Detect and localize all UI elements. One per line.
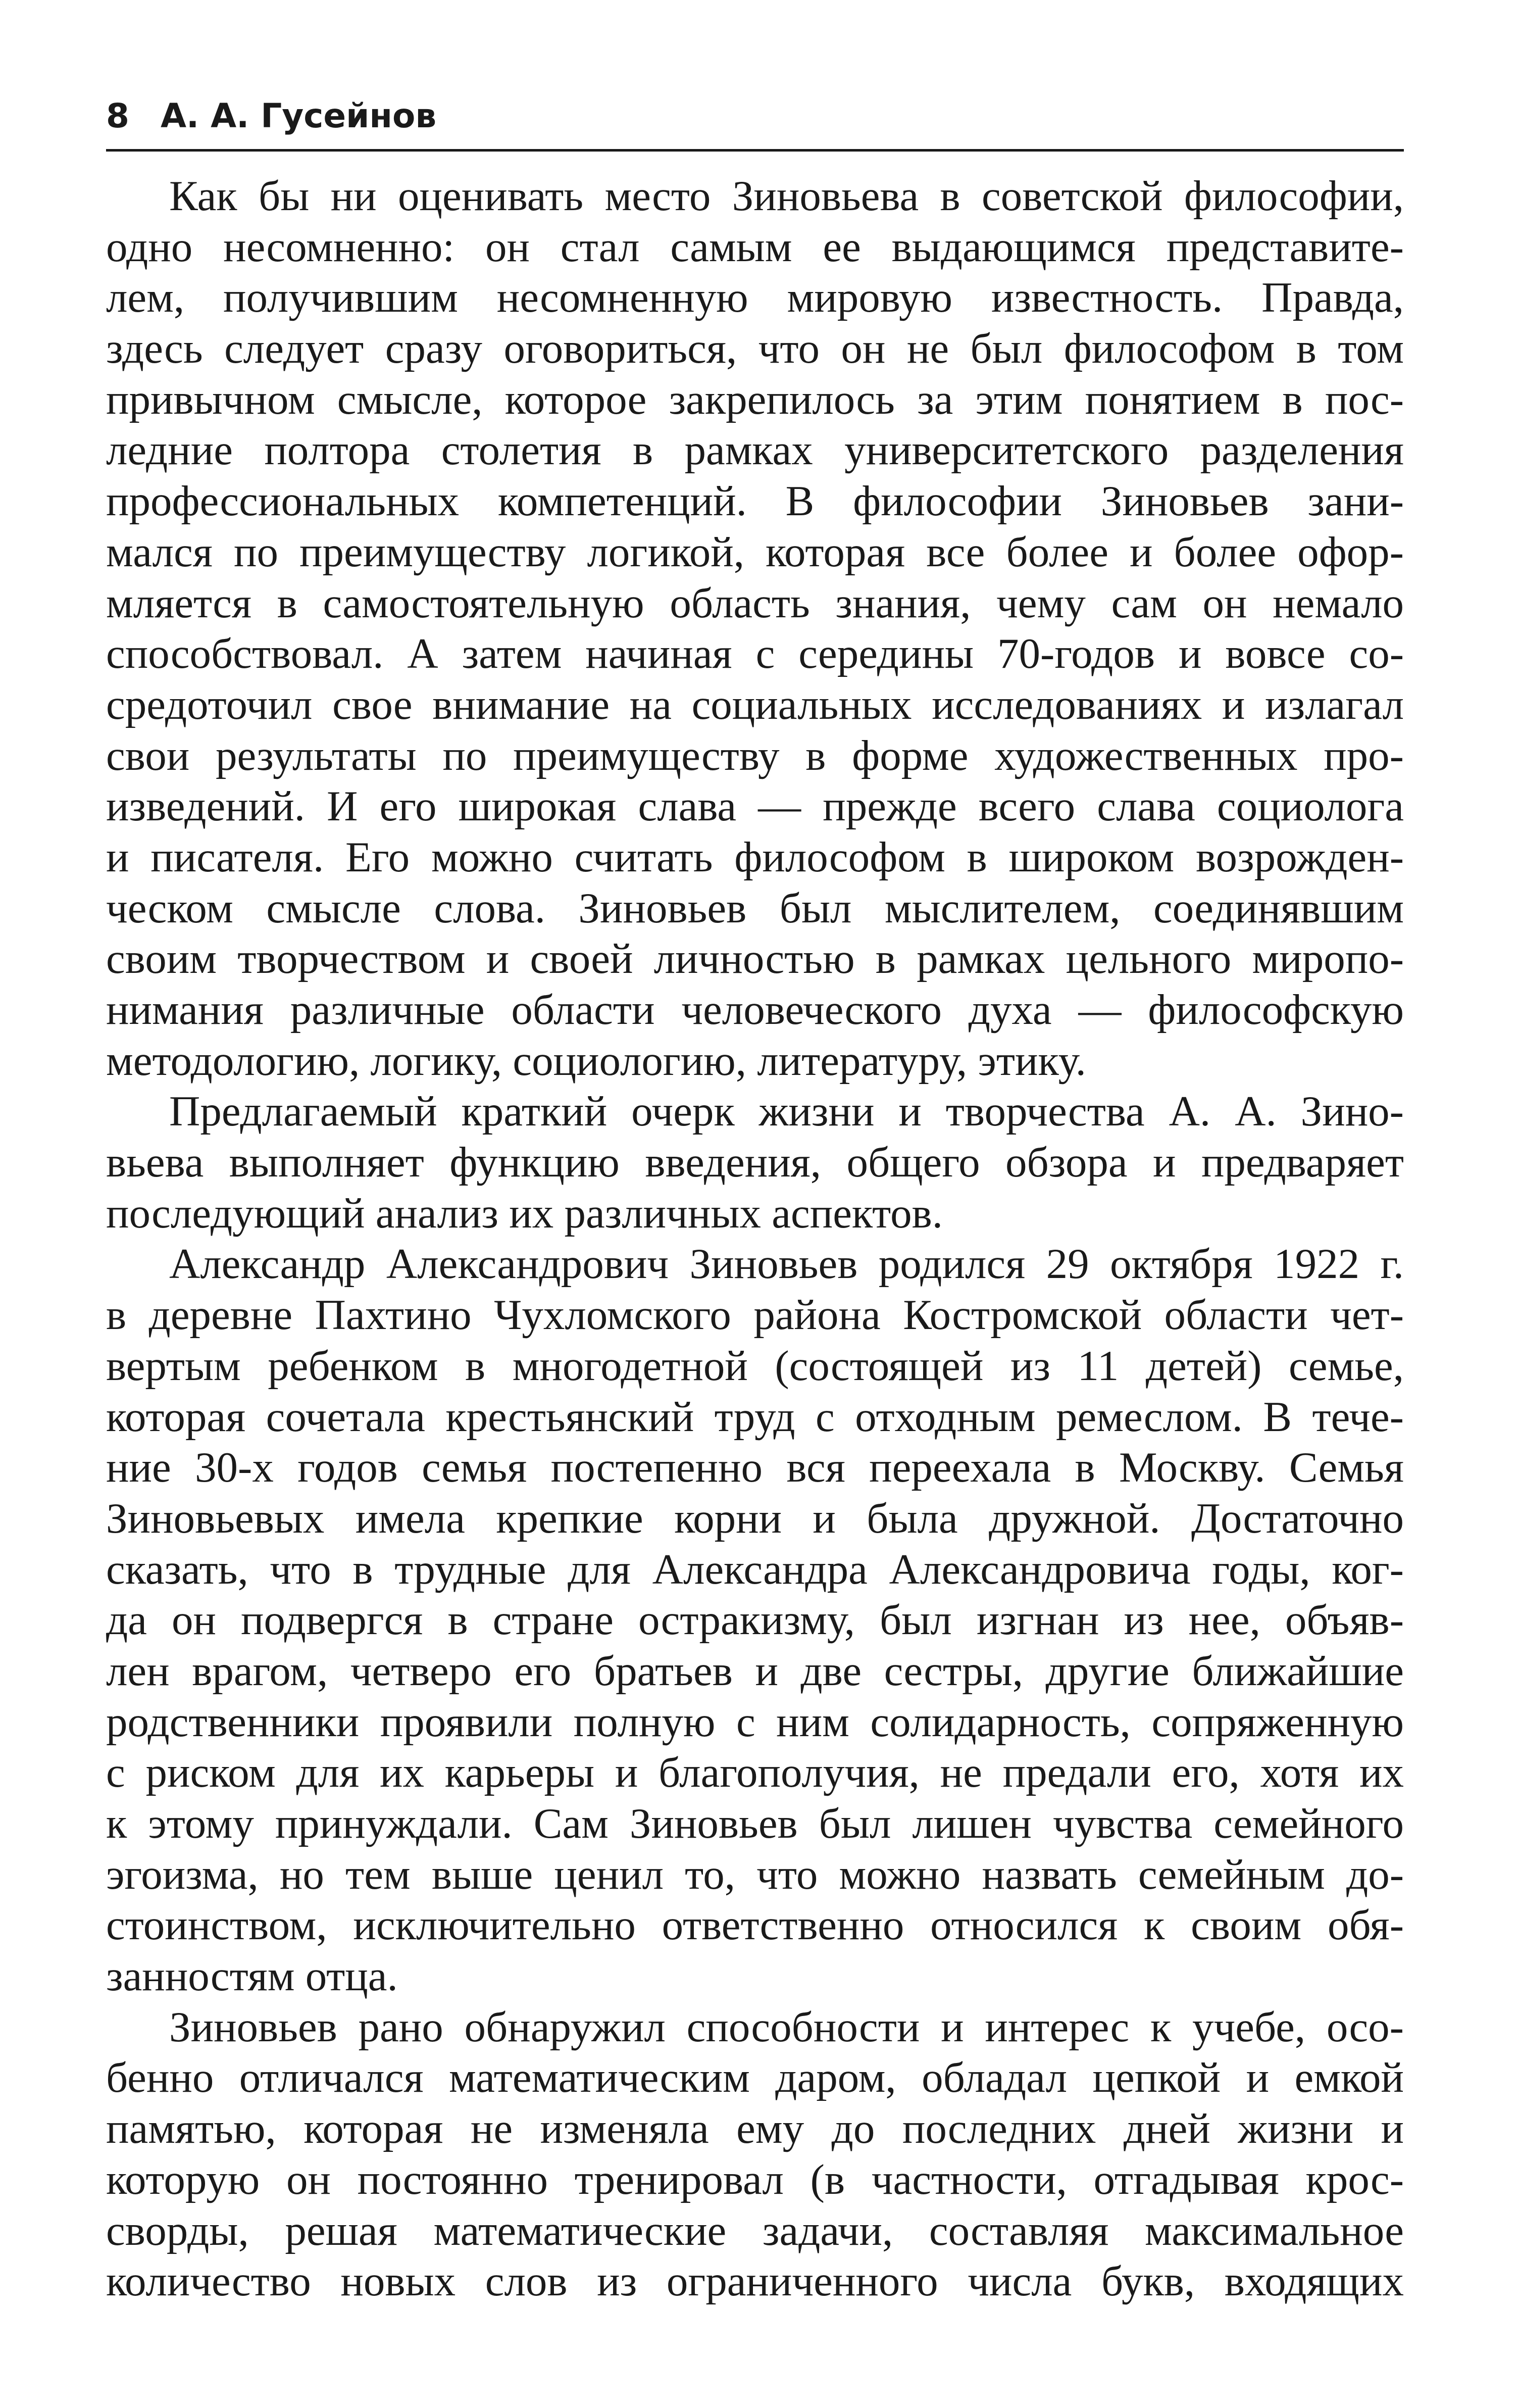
text-line: да он подвергся в стране остракизму, был изгнан из нее, объяв-	[106, 1596, 1404, 1644]
text-line: ческом смысле слова. Зиновьев был мыслителем, соединявшим	[106, 884, 1404, 932]
text-line: вертым ребенком в многодетной (состоящей из 11 детей) семье,	[106, 1342, 1404, 1390]
running-head	[106, 93, 1404, 152]
text-line: мался по преимуществу логикой, которая все более и более офор-	[106, 528, 1404, 576]
paragraph	[106, 2002, 1404, 2307]
text-line: нимания различные области человеческого духа — философскую	[106, 986, 1404, 1034]
text-line: Зиновьевых имела крепкие корни и была дружной. Достаточно	[106, 1494, 1404, 1542]
text-line: лем, получившим несомненную мировую известность. Правда,	[106, 274, 1404, 322]
paragraph	[106, 1086, 1404, 1239]
text-line: которая сочетала крестьянский труд с отходным ремеслом. В тече-	[106, 1393, 1404, 1441]
text-line: к этому принуждали. Сам Зиновьев был лишен чувства семейного	[106, 1800, 1404, 1847]
text-line: своим творчеством и своей личностью в рамках цельного миропо-	[106, 935, 1404, 983]
running-head-author: А. А. Гусейнов	[160, 96, 437, 135]
text-line: способствовал. А затем начиная с середины 70-годов и вовсе со-	[106, 630, 1404, 678]
text-line: занностям отца.	[106, 1952, 398, 2000]
text-line: Зиновьев рано обнаружил способности и интерес к учебе, осо-	[169, 2003, 1404, 2051]
text-line: здесь следует сразу оговориться, что он не был философом в том	[106, 325, 1404, 373]
text-line: ние 30-х годов семья постепенно вся переехала в Москву. Семья	[106, 1444, 1404, 1492]
text-line: количество новых слов из ограниченного числа букв, входящих	[106, 2257, 1404, 2305]
text-line: родственники проявили полную с ним солидарность, сопряженную	[106, 1698, 1404, 1746]
text-line: в деревне Пахтино Чухломского района Костромской области чет-	[106, 1291, 1404, 1339]
paragraph	[106, 1239, 1404, 2001]
text-line: стоинством, исключительно ответственно относился к своим обя-	[106, 1901, 1404, 1949]
paragraph	[106, 171, 1404, 1086]
text-line: Александр Александрович Зиновьев родился 29 октября 1922 г.	[169, 1240, 1404, 1288]
text-line: с риском для их карьеры и благополучия, не предали его, хотя их	[106, 1749, 1404, 1797]
text-line: мляется в самостоятельную область знания, чему сам он немало	[106, 579, 1404, 627]
text-line: Предлагаемый краткий очерк жизни и творчества А. А. Зино-	[169, 1088, 1404, 1136]
text-line: которую он постоянно тренировал (в частности, отгадывая крос-	[106, 2155, 1404, 2203]
text-line: свои результаты по преимуществу в форме художественных про-	[106, 731, 1404, 779]
page-number: 8	[106, 96, 129, 135]
text-line: последующий анализ их различных аспектов.	[106, 1189, 943, 1237]
text-line: памятью, которая не изменяла ему до последних дней жизни и	[106, 2105, 1404, 2153]
text-line: сказать, что в трудные для Александра Александровича годы, ког-	[106, 1545, 1404, 1593]
text-line: эгоизма, но тем выше ценил то, что можно назвать семейным до-	[106, 1850, 1404, 1898]
text-line: лен врагом, четверо его братьев и две сестры, другие ближайшие	[106, 1647, 1404, 1695]
text-line: вьева выполняет функцию введения, общего обзора и предваряет	[106, 1139, 1404, 1187]
text-line: Как бы ни оценивать место Зиновьева в советской философии,	[169, 172, 1404, 220]
text-line: методологию, логику, социологию, литературу, этику.	[106, 1037, 1086, 1085]
text-line: изведений. И его широкая слава — прежде всего слава социолога	[106, 782, 1404, 830]
text-line: одно несомненно: он стал самым ее выдающимся представите-	[106, 223, 1404, 271]
text-line: средоточил свое внимание на социальных исследованиях и излагал	[106, 680, 1404, 728]
text-line: привычном смысле, которое закрепилось за этим понятием в пос-	[106, 375, 1404, 423]
text-line: и писателя. Его можно считать философом в широком возрожден-	[106, 833, 1404, 881]
text-line: профессиональных компетенций. В философии Зиновьев зани-	[106, 477, 1404, 525]
text-line: ледние полтора столетия в рамках университетского разделения	[106, 426, 1404, 474]
text-line: сворды, решая математические задачи, составляя максимальное	[106, 2206, 1404, 2254]
body-text	[106, 171, 1404, 2307]
text-line: бенно отличался математическим даром, обладал цепкой и емкой	[106, 2054, 1404, 2102]
